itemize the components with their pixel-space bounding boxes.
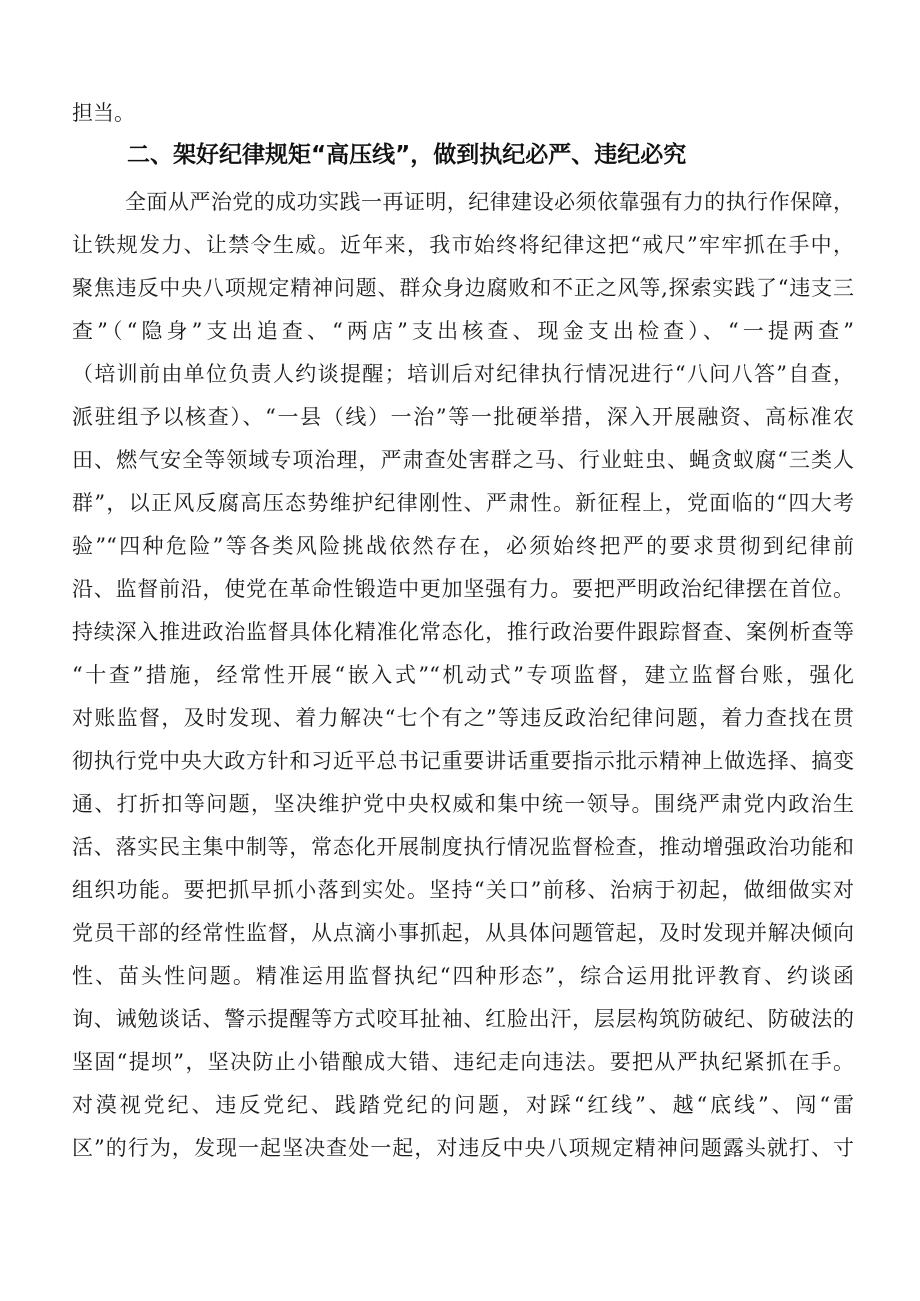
paragraph-line: 党员干部的经常性监督，从点滴小事抓起，从具体问题管起，及时发现并解决倾向: [72, 921, 854, 945]
paragraph-line: 通、打折扣等问题，坚决维护党中央权威和集中统一领导。围绕严肃党内政治生: [72, 792, 854, 816]
section-heading: 二、架好纪律规矩“高压线”，做到执纪必严、违纪必究: [127, 142, 687, 168]
paragraph-line: 田、燃气安全等领域专项治理，严肃查处害群之马、行业蛀虫、蝇贪蚁腐“三类人: [72, 448, 854, 472]
paragraph-line: 持续深入推进政治监督具体化精准化常态化，推行政治要件跟踪督查、案例析查等: [72, 620, 854, 644]
paragraph-line: 组织功能。要把抓早抓小落到实处。坚持“关口”前移、治病于初起，做细做实对: [72, 878, 854, 902]
paragraph-line: “十查”措施，经常性开展“嵌入式”“机动式”专项监督，建立监督台账，强化: [72, 663, 854, 687]
paragraph-line: 查”（“隐身”支出追查、“两店”支出核查、现金支出检查）、“一提两查”: [72, 319, 854, 343]
paragraph-line: 性、苗头性问题。精准运用监督执纪“四种形态”，综合运用批评教育、约谈函: [72, 964, 854, 988]
paragraph-line: 群”，以正风反腐高压态势维护纪律刚性、严肃性。新征程上，党面临的“四大考: [72, 491, 854, 515]
paragraph-line: 询、诫勉谈话、警示提醒等方式咬耳扯袖、红脸出汗，层层构筑防破纪、防破法的: [72, 1007, 854, 1031]
paragraph-line: 彻执行党中央大政方针和习近平总书记重要讲话重要指示批示精神上做选择、搞变: [72, 749, 854, 773]
paragraph-line: 派驻组予以核查）、“一县（线）一治”等一批硬举措，深入开展融资、高标准农: [72, 405, 854, 429]
paragraph-line: 坚固“提坝”，坚决防止小错酿成大错、违纪走向违法。要把从严执纪紧抓在手。: [72, 1050, 854, 1074]
paragraph-line: （培训前由单位负责人约谈提醒；培训后对纪律执行情况进行“八问八答”自查，: [72, 362, 854, 386]
paragraph-line: 对账监督，及时发现、着力解决“七个有之”等违反政治纪律问题，着力查找在贯: [72, 706, 854, 730]
paragraph-line: 全面从严治党的成功实践一再证明，纪律建设必须依靠强有力的执行作保障，: [125, 190, 854, 214]
paragraph-line: 沿、监督前沿，使党在革命性锻造中更加坚强有力。要把严明政治纪律摆在首位。: [72, 577, 854, 601]
paragraph-line: 让铁规发力、让禁令生威。近年来，我市始终将纪律这把“戒尺”牢牢抓在手中，: [72, 233, 854, 257]
intro-tail-text: 担当。: [72, 101, 135, 125]
paragraph-line: 验”“四种危险”等各类风险挑战依然存在，必须始终把严的要求贯彻到纪律前: [72, 534, 854, 558]
paragraph-line: 活、落实民主集中制等，常态化开展制度执行情况监督检查，推动增强政治功能和: [72, 835, 854, 859]
paragraph-line: 对漠视党纪、违反党纪、践踏党纪的问题，对踩“红线”、越“底线”、闯“雷: [72, 1093, 854, 1117]
paragraph-line: 聚焦违反中央八项规定精神问题、群众身边腐败和不正之风等,探索实践了“违支三: [72, 276, 854, 300]
paragraph-line: 区”的行为，发现一起坚决查处一起，对违反中央八项规定精神问题露头就打、寸: [72, 1136, 854, 1160]
